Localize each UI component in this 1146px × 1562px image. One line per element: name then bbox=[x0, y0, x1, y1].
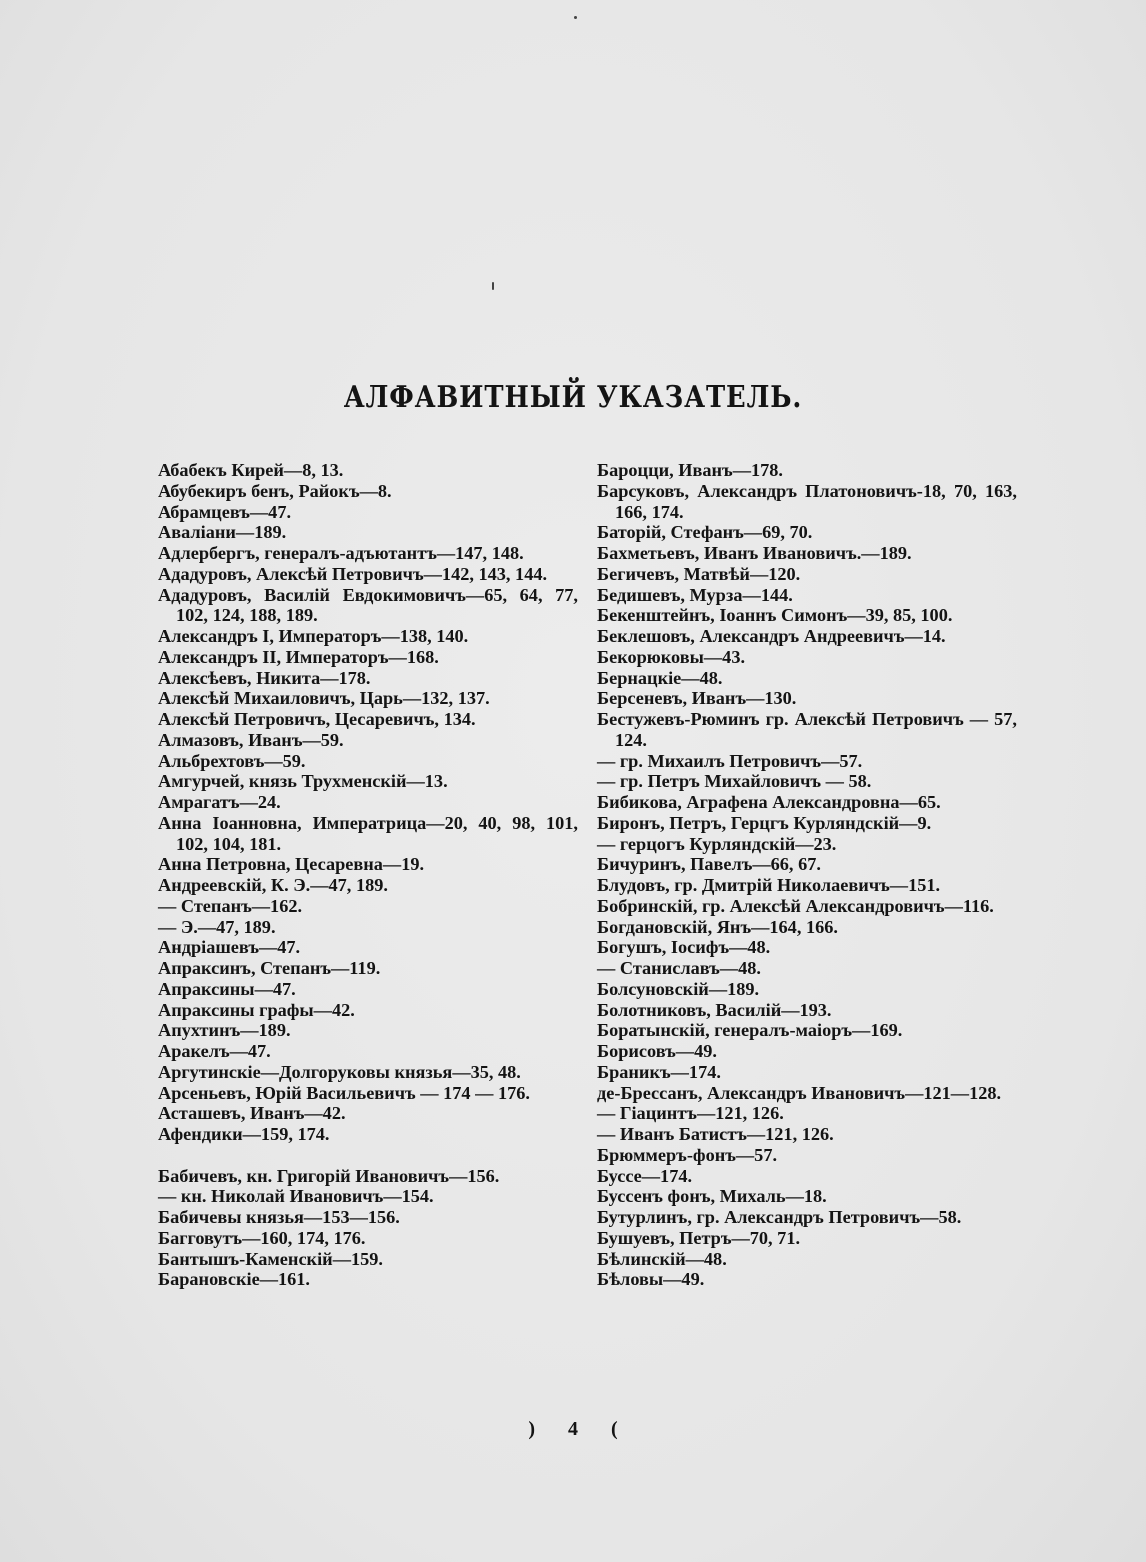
index-entry: Алексѣй Петровичъ, Цесаревичъ, 134. bbox=[158, 709, 476, 729]
index-entry: Арсеньевъ, Юрій Васильевичъ — 174 — 176. bbox=[158, 1082, 530, 1103]
index-entry: — гр. Михаилъ Петровичъ—57. bbox=[597, 750, 863, 771]
index-entry: Боратынскій, генералъ-маіоръ—169. bbox=[597, 1020, 903, 1041]
index-entry: Александръ II, Императоръ—168. bbox=[158, 646, 439, 667]
index-entry: Алмазовъ, Иванъ—59. bbox=[158, 729, 344, 750]
index-entry: Абрамцевъ—47. bbox=[158, 501, 292, 522]
index-entry: Биронъ, Петръ, Герцгъ Курляндскій—9. bbox=[597, 812, 932, 833]
section-gap bbox=[158, 1145, 578, 1166]
index-entry: Апраксинъ, Степанъ—119. bbox=[158, 958, 381, 978]
index-entry: Амрагатъ—24. bbox=[158, 792, 281, 812]
index-entry: Бѣлинскій—48. bbox=[597, 1248, 727, 1269]
index-entry: Бибикова, Аграфена Александровна—65. bbox=[597, 792, 941, 812]
index-entry: Абубекиръ бенъ, Райокъ—8. bbox=[158, 480, 392, 501]
index-entry: Багговутъ—160, 174, 176. bbox=[158, 1227, 366, 1248]
index-entry: Барановскіе—161. bbox=[158, 1269, 310, 1290]
index-entry: Бобринскій, гр. Алексѣй Александровичъ—116. bbox=[597, 895, 994, 916]
index-entry: Апраксины—47. bbox=[158, 978, 296, 999]
index-entry: Адлербергъ, генералъ-адъютантъ—147, 148. bbox=[158, 543, 524, 563]
index-entry: Бекорюковы—43. bbox=[597, 646, 746, 667]
index-entry: — герцогъ Курляндскій—23. bbox=[597, 833, 837, 854]
index-entry: Ададуровъ, Василій Евдокимовичъ—65, 64, 77, 102, 124, 188, 189. bbox=[158, 584, 578, 626]
index-entry: Бутурлинъ, гр. Александръ Петровичъ—58. bbox=[597, 1207, 962, 1227]
index-entry: Бантышъ-Каменскій—159. bbox=[158, 1248, 383, 1269]
index-entry: Анна Петровна, Цесаревна—19. bbox=[158, 854, 425, 875]
index-column-left bbox=[158, 460, 578, 1290]
index-entry: — Гіацинтъ—121, 126. bbox=[597, 1103, 784, 1124]
index-entry: Бегичевъ, Матвѣй—120. bbox=[597, 563, 801, 584]
index-entry: Альбрехтовъ—59. bbox=[158, 750, 306, 771]
index-entry: — Степанъ—162. bbox=[158, 895, 303, 916]
index-entry: де-Брессанъ, Александръ Ивановичъ—121—128. bbox=[597, 1082, 1002, 1103]
index-entry: Бекенштейнъ, Іоаннъ Симонъ—39, 85, 100. bbox=[597, 605, 953, 626]
index-entry: — гр. Петръ Михайловичъ — 58. bbox=[597, 771, 872, 792]
index-entry: Алексѣй Михаиловичъ, Царь—132, 137. bbox=[158, 688, 490, 709]
index-entry: Асташевъ, Иванъ—42. bbox=[158, 1103, 346, 1124]
index-entry: Бароцци, Иванъ—178. bbox=[597, 460, 783, 480]
index-entry: Абабекъ Кирей—8, 13. bbox=[158, 460, 344, 480]
index-entry: Бедишевъ, Мурза—144. bbox=[597, 584, 793, 605]
index-entry: — Иванъ Батистъ—121, 126. bbox=[597, 1124, 834, 1144]
index-entry: Бабичевъ, кн. Григорій Ивановичъ—156. bbox=[158, 1165, 500, 1186]
index-entry: Бахметьевъ, Иванъ Ивановичъ.—189. bbox=[597, 543, 912, 563]
index-entry: Барсуковъ, Александръ Платоновичъ-18, 70, 163, 166, 174. bbox=[597, 480, 1017, 522]
index-entry: Блудовъ, гр. Дмитрій Николаевичъ—151. bbox=[597, 875, 941, 895]
page-title: АЛФАВИТНЫЙ УКАЗАТЕЛЬ. bbox=[343, 380, 803, 415]
index-entry: Аргутинскіе—Долгоруковы князья—35, 48. bbox=[158, 1061, 521, 1082]
index-entry: — Э.—47, 189. bbox=[158, 916, 276, 937]
index-entry: Болотниковъ, Василій—193. bbox=[597, 999, 832, 1020]
index-entry: Браникъ—174. bbox=[597, 1061, 721, 1082]
index-entry: Брюммеръ-фонъ—57. bbox=[597, 1144, 778, 1165]
index-entry: Баторій, Стефанъ—69, 70. bbox=[597, 522, 813, 543]
index-entry: Андріашевъ—47. bbox=[158, 937, 301, 958]
page-number: ) 4 ( bbox=[528, 1418, 618, 1440]
index-entry: Анна Іоанновна, Императрица—20, 40, 98, 101, 102, 104, 181. bbox=[158, 812, 578, 854]
index-column-right bbox=[597, 460, 1017, 1290]
index-entry: Андреевскій, К. Э.—47, 189. bbox=[158, 875, 388, 895]
index-entry: — кн. Николай Ивановичъ—154. bbox=[158, 1186, 434, 1207]
index-entry: Борисовъ—49. bbox=[597, 1041, 717, 1061]
index-entry: Бабичевы князья—153—156. bbox=[158, 1207, 400, 1227]
index-entry: Богдановскій, Янъ—164, 166. bbox=[597, 916, 838, 937]
index-entry: Берсеневъ, Иванъ—130. bbox=[597, 688, 797, 709]
index-entry: Афендики—159, 174. bbox=[158, 1124, 330, 1144]
print-speck bbox=[574, 16, 577, 19]
print-speck bbox=[492, 282, 494, 290]
index-entry: Ададуровъ, Алексѣй Петровичъ—142, 143, 144. bbox=[158, 563, 548, 584]
index-entry: — Станиславъ—48. bbox=[597, 958, 761, 978]
index-entry: Бушуевъ, Петръ—70, 71. bbox=[597, 1227, 801, 1248]
index-entry: Буссе—174. bbox=[597, 1165, 693, 1186]
index-entry: Буссенъ фонъ, Михаль—18. bbox=[597, 1186, 827, 1207]
index-entry: Беклешовъ, Александръ Андреевичъ—14. bbox=[597, 626, 946, 646]
index-entry: Болсуновскій—189. bbox=[597, 978, 760, 999]
index-entry: Апухтинъ—189. bbox=[158, 1020, 291, 1041]
index-entry: Александръ I, Императоръ—138, 140. bbox=[158, 626, 469, 646]
index-entry: Аваліани—189. bbox=[158, 522, 287, 543]
index-entry: Амгурчей, князь Трухменскій—13. bbox=[158, 771, 448, 792]
index-entry: Апраксины графы—42. bbox=[158, 999, 355, 1020]
index-entry: Бернацкіе—48. bbox=[597, 667, 723, 688]
index-entry: Бестужевъ-Рюминъ гр. Алексѣй Петровичъ — 57, 124. bbox=[597, 709, 1017, 750]
index-entry: Аракелъ—47. bbox=[158, 1041, 271, 1061]
index-entry: Алексѣевъ, Никита—178. bbox=[158, 667, 371, 688]
index-entry: Бѣловы—49. bbox=[597, 1269, 705, 1290]
index-entry: Бичуринъ, Павелъ—66, 67. bbox=[597, 854, 821, 875]
index-entry: Богушъ, Іосифъ—48. bbox=[597, 937, 771, 958]
